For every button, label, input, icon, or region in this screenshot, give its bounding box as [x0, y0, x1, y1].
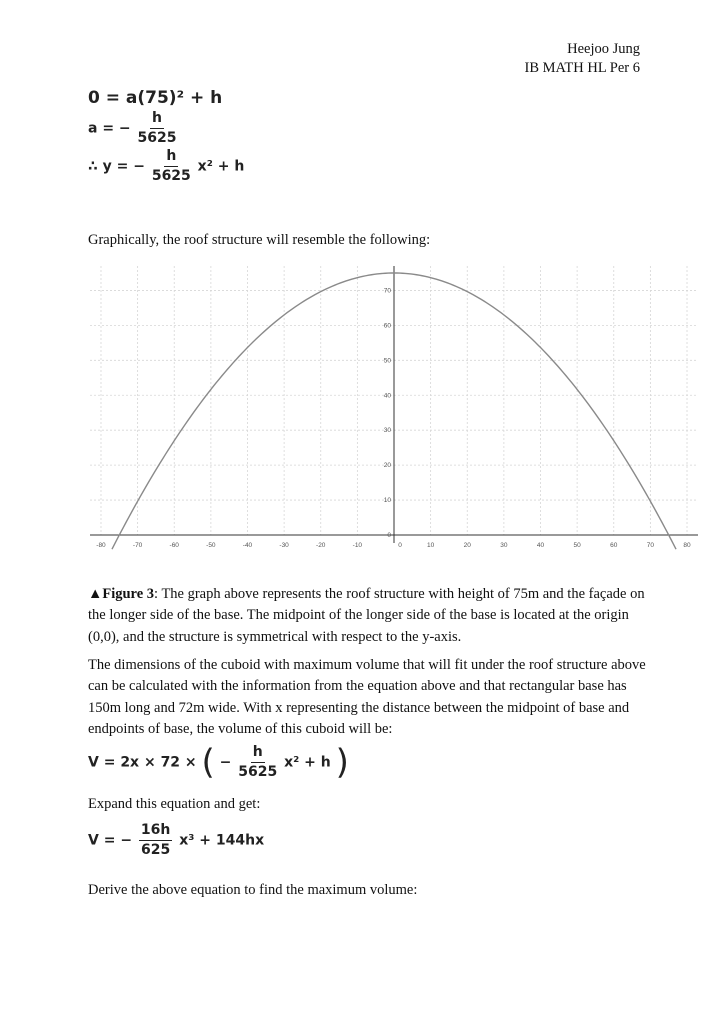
- x-tick-label: -20: [316, 542, 326, 550]
- numerator: 16h: [139, 822, 172, 841]
- fraction: [138, 110, 177, 147]
- fraction: [152, 148, 191, 185]
- denominator: 5625: [238, 764, 278, 780]
- y-tick-label: 70: [383, 287, 391, 295]
- caption-label: ▲Figure 3: [88, 586, 155, 602]
- equation-volume-expanded: [88, 822, 264, 859]
- denominator: 5625: [151, 168, 191, 184]
- y-tick-label: 30: [383, 427, 391, 435]
- x-tick-label: -80: [96, 542, 106, 550]
- chart-axes: [90, 266, 698, 543]
- equation-y: [88, 148, 244, 185]
- x-tick-label: 30: [500, 542, 508, 550]
- figure-caption: [88, 584, 648, 648]
- x-tick-label: 40: [536, 542, 545, 550]
- x-tick-label: 50: [573, 542, 581, 550]
- x-tick-labels: [96, 542, 691, 549]
- x-tick-label: -10: [352, 542, 363, 550]
- equation-lhs: ∴ y = −: [88, 158, 145, 175]
- x-tick-label: -60: [169, 542, 179, 550]
- y-tick-label: 0: [387, 532, 391, 540]
- equation-lhs: V = −: [88, 832, 133, 849]
- x-tick-label: -50: [206, 542, 216, 550]
- numerator: h: [164, 148, 178, 167]
- equation-rhs: x² + h: [197, 158, 245, 175]
- denominator: 625: [141, 842, 171, 858]
- x-tick-label: -40: [242, 542, 253, 550]
- x-tick-label: -70: [132, 542, 143, 550]
- numerator: h: [251, 744, 265, 763]
- header-course: IB MATH HL Per 6: [524, 60, 640, 76]
- y-tick-label: 60: [383, 322, 391, 330]
- intro-graph-text: Graphically, the roof structure will resemble the following:: [88, 232, 431, 248]
- left-paren: (: [201, 742, 215, 783]
- x-tick-label: 20: [463, 542, 471, 550]
- x-tick-label: 80: [683, 542, 691, 550]
- equation-rhs: x³ + 144hx: [179, 832, 265, 849]
- dimensions-paragraph: The dimensions of the cuboid with maximum volume that will fit under the roof structure above can be calculated with the information from the equation above and that rectangular base has 150m long and 72m wide. With x representing the distance between the midpoint of base and endpoints of base, the volume of this cuboid will be:: [88, 657, 646, 737]
- x-tick-label: 0: [398, 542, 402, 550]
- right-paren: ): [335, 742, 349, 783]
- equation-0-equals: [88, 88, 222, 108]
- denominator: 5625: [137, 130, 177, 146]
- numerator: h: [150, 110, 164, 129]
- x-tick-label: 70: [646, 542, 655, 550]
- fraction: [238, 744, 277, 781]
- y-tick-labels: [384, 287, 392, 539]
- y-tick-label: 20: [383, 462, 391, 470]
- x-tick-label: 60: [610, 542, 618, 550]
- y-tick-label: 50: [383, 357, 391, 365]
- equation-a: [88, 110, 179, 147]
- equation-text: 0 = a(75)² + h: [88, 88, 223, 108]
- y-tick-label: 10: [383, 497, 391, 505]
- y-tick-label: 40: [383, 392, 391, 400]
- equation-lhs: V = 2x × 72 ×: [88, 754, 197, 771]
- equation-lhs: a = −: [88, 120, 131, 137]
- fraction: [139, 822, 172, 859]
- x-tick-label: -30: [279, 542, 289, 550]
- expand-text: Expand this equation and get:: [88, 796, 261, 812]
- header-author: Heejoo Jung: [567, 41, 640, 57]
- roof-parabola-chart: [88, 262, 700, 562]
- derive-text: Derive the above equation to find the maximum volume:: [88, 882, 418, 898]
- equation-volume: [88, 744, 349, 781]
- equation-minus: −: [219, 754, 232, 771]
- caption-text: : The graph above represents the roof structure with height of 75m and the façade on the longer side of the base. The midpoint of the longer side of the base is located at the origin (0,0), and the structure is symmetrical with respect to the y-axis.: [88, 586, 645, 645]
- equation-rhs: x² + h: [284, 754, 331, 771]
- x-tick-label: 10: [427, 542, 435, 550]
